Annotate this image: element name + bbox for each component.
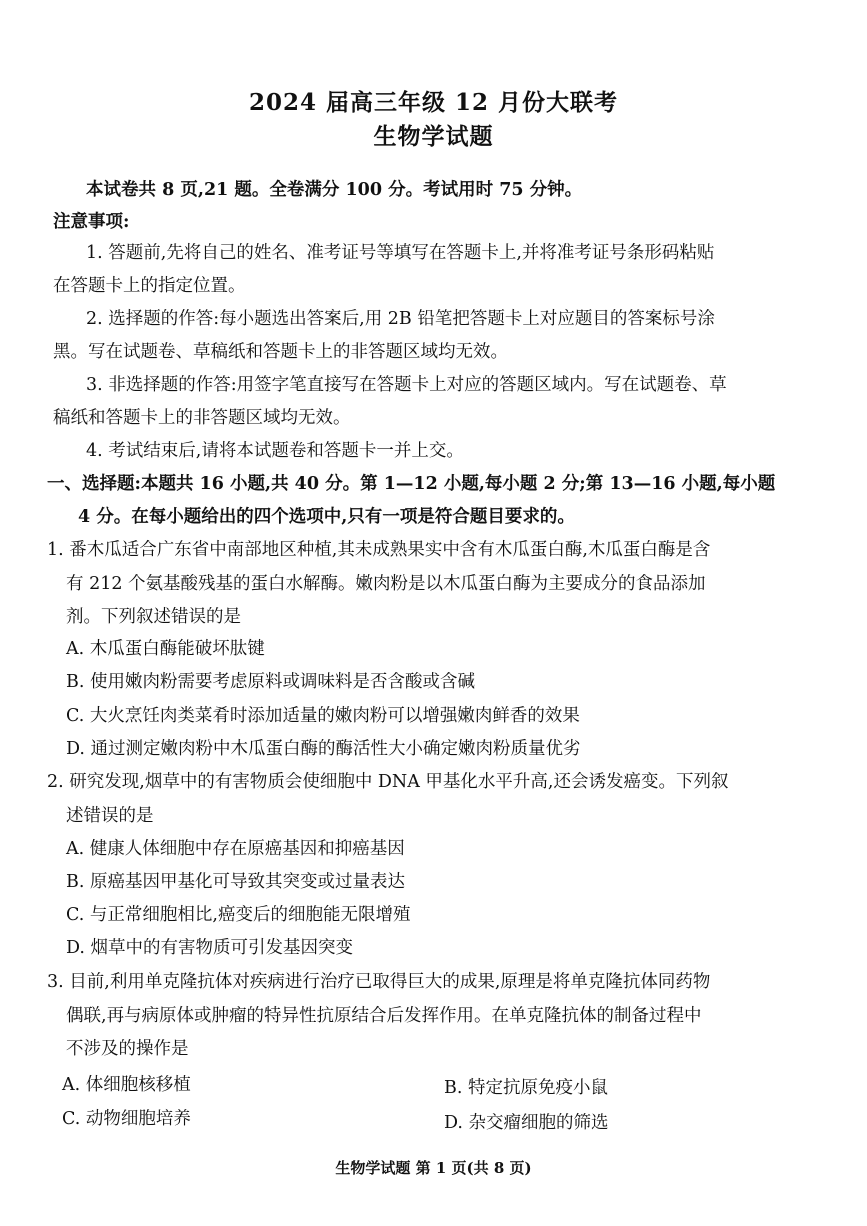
question-stem: 述错误的是 <box>66 806 154 826</box>
question-stem: 剂。下列叙述错误的是 <box>66 607 241 627</box>
exam-title: 2024 届高三年级 12 月份大联考 <box>248 89 619 116</box>
question-stem: 有 212 个氨基酸残基的蛋白水解酶。嫩肉粉是以木瓜蛋白酶为主要成分的食品添加 <box>66 574 706 594</box>
notice-line: 2. 选择题的作答:每小题选出答案后,用 2B 铅笔把答题卡上对应题目的答案标号涂 <box>86 309 715 329</box>
notice-line: 3. 非选择题的作答:用签字笔直接写在答题卡上对应的答题区域内。写在试题卷、草 <box>86 375 727 395</box>
option-c: C. 大火烹饪肉类菜肴时添加适量的嫩肉粉可以增强嫩肉鲜香的效果 <box>66 706 580 726</box>
question-stem: 3. 目前,利用单克隆抗体对疾病进行治疗已取得巨大的成果,原理是将单克隆抗体同药物 <box>47 972 711 992</box>
option-d: D. 通过测定嫩肉粉中木瓜蛋白酶的酶活性大小确定嫩肉粉质量优劣 <box>66 739 581 759</box>
page-footer: 生物学试题 第 1 页(共 8 页) <box>335 1159 532 1177</box>
section-heading-cont: 4 分。在每小题给出的四个选项中,只有一项是符合题目要求的。 <box>78 507 575 527</box>
question-stem: 偶联,再与病原体或肿瘤的特异性抗原结合后发挥作用。在单克隆抗体的制备过程中 <box>66 1006 702 1026</box>
option-c: C. 与正常细胞相比,癌变后的细胞能无限增殖 <box>66 905 411 925</box>
notice-line: 黑。写在试题卷、草稿纸和答题卡上的非答题区域均无效。 <box>53 342 508 362</box>
notice-line: 1. 答题前,先将自己的姓名、准考证号等填写在答题卡上,并将准考证号条形码粘贴 <box>86 243 715 263</box>
question-stem: 不涉及的操作是 <box>66 1039 189 1059</box>
option-a: A. 木瓜蛋白酶能破坏肽键 <box>66 639 265 659</box>
option-a: A. 健康人体细胞中存在原癌基因和抑癌基因 <box>66 839 405 859</box>
question-stem: 2. 研究发现,烟草中的有害物质会使细胞中 DNA 甲基化水平升高,还会诱发癌变。下列叙 <box>47 772 729 792</box>
option-d: D. 烟草中的有害物质可引发基因突变 <box>66 938 354 958</box>
option-b: B. 使用嫩肉粉需要考虑原料或调味料是否含酸或含碱 <box>66 672 475 692</box>
option-d: D. 杂交瘤细胞的筛选 <box>444 1113 609 1133</box>
intro-text: 本试卷共 8 页,21 题。全卷满分 100 分。考试用时 75 分钟。 <box>86 180 583 200</box>
section-heading: 一、选择题:本题共 16 小题,共 40 分。第 1—12 小题,每小题 2 分;第 13—16 小题,每小题 <box>47 474 776 494</box>
option-b: B. 原癌基因甲基化可导致其突变或过量表达 <box>66 872 405 892</box>
option-c: C. 动物细胞培养 <box>62 1109 191 1129</box>
option-b: B. 特定抗原免疫小鼠 <box>444 1078 608 1098</box>
notice-line: 稿纸和答题卡上的非答题区域均无效。 <box>53 408 351 428</box>
question-stem: 1. 番木瓜适合广东省中南部地区种植,其未成熟果实中含有木瓜蛋白酶,木瓜蛋白酶是含 <box>47 540 711 560</box>
notice-heading: 注意事项: <box>53 212 130 232</box>
subject-title: 生物学试题 <box>373 123 494 150</box>
notice-line: 4. 考试结束后,请将本试题卷和答题卡一并上交。 <box>86 441 464 461</box>
notice-line: 在答题卡上的指定位置。 <box>53 276 246 296</box>
option-a: A. 体细胞核移植 <box>62 1075 191 1095</box>
